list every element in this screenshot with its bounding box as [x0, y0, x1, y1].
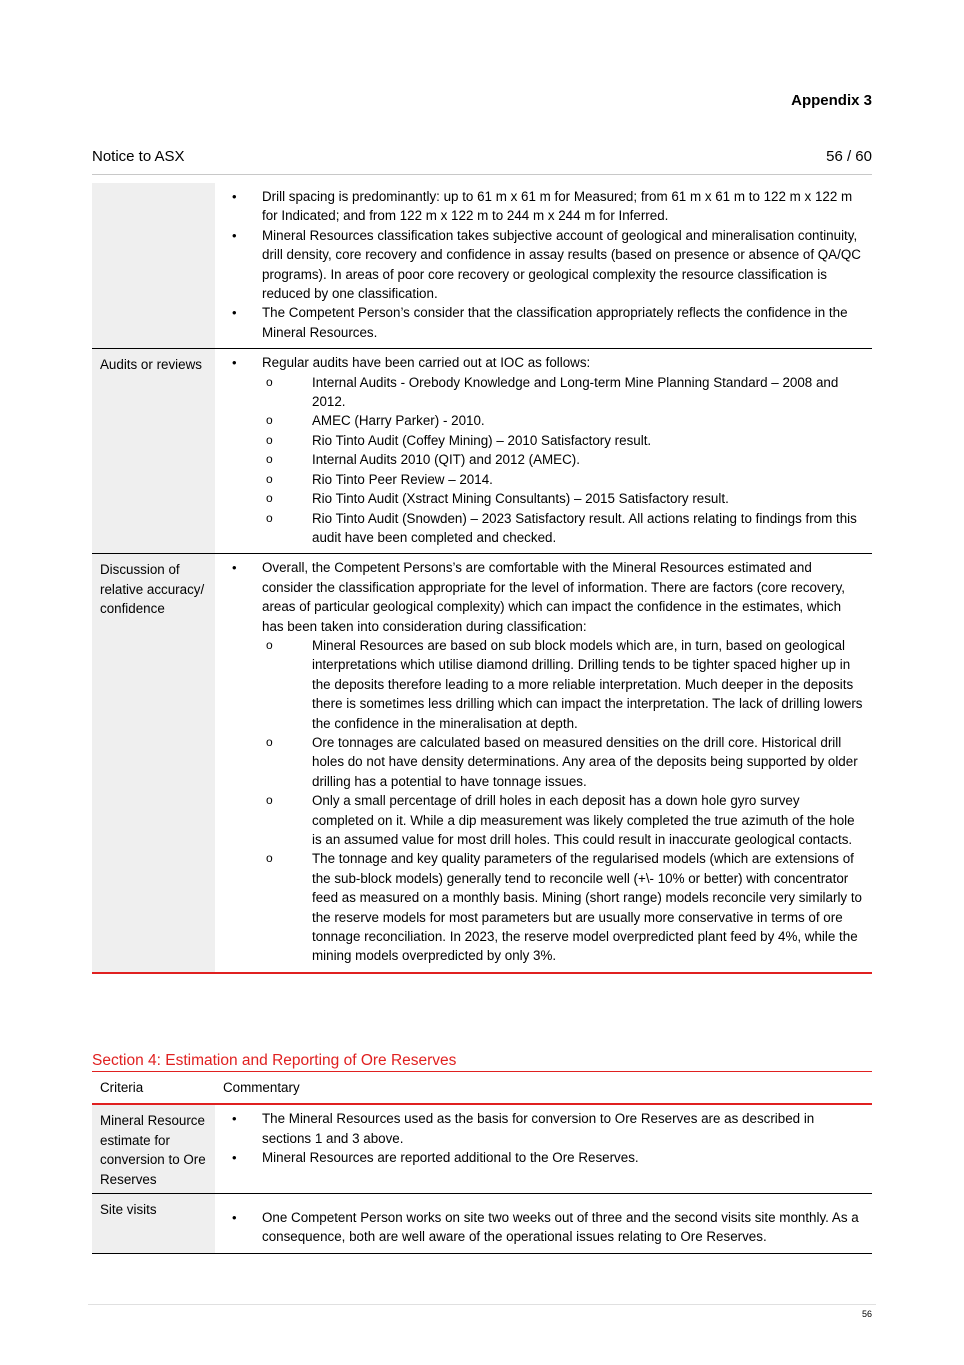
commentary-cell [215, 183, 872, 349]
sub-list-item: o Mineral Resources are based on sub block models which are, in turn, based on geological interpretations which utilise diamond drilling. Drilling tends to be tighter spaced higher up in the deposits therefore leading to a more reliable interpretation. Much deeper in the deposits there is sometimes less drilling which can impact the interpretation. The lack of drilling lowers the confidence in the mineralisation at depth. [262, 636, 864, 733]
page-indicator: 56 / 60 [826, 148, 872, 165]
footer-divider [88, 1304, 876, 1305]
list-item: • One Competent Person works on site two weeks out of three and the second visits site monthly. As a consequence, both are well aware of the operational issues relating to Ore Reserves. [215, 1208, 872, 1247]
commentary-cell [215, 554, 872, 973]
criteria-cell [92, 183, 215, 349]
sub-list-item: o Rio Tinto Audit (Snowden) – 2023 Satisfactory result. All actions relating to findings from this audit have been completed and checked. [262, 509, 864, 548]
list-item: • Mineral Resources are reported additional to the Ore Reserves. [215, 1148, 872, 1167]
table-row [92, 183, 872, 349]
table-row [92, 349, 872, 554]
appendix-label: Appendix 3 [791, 92, 872, 109]
sub-list-item: o Rio Tinto Audit (Xstract Mining Consultants) – 2015 Satisfactory result. [262, 489, 864, 508]
sub-list-item: o Ore tonnages are calculated based on measured densities on the drill core. Historical drill holes do not have density determinations. Any area of the deposits being supported by older drilling has a potential to have tonnage issues. [262, 733, 864, 791]
bullet-text: Overall, the Competent Persons’s are comfortable with the Mineral Resources estimated and consider the classification appropriate for the level of information. There are factors (core recovery, areas of particular geological complexity) which can impact the confidence in the estimates, which has been taken into consideration during classification: [262, 560, 846, 634]
sub-list-item: o AMEC (Harry Parker) - 2010. [262, 411, 864, 430]
section4-table [92, 1071, 872, 1254]
sub-list-item: o Rio Tinto Peer Review – 2014. [262, 470, 864, 489]
column-header-criteria: Criteria [92, 1072, 215, 1105]
list-item: • Mineral Resources classification takes subjective account of geological and mineralisation continuity, drill density, core recovery and confidence in assay results (based on presence or absence of QA/QC programs). In areas of poor core recovery or geological complexity the resource classification is reduced by one classification. [215, 226, 872, 304]
list-item: • The Competent Person’s consider that the classification appropriately reflects the confidence in the Mineral Resources. [215, 303, 872, 342]
criteria-cell: Mineral Resource estimate for conversion to Ore Reserves [92, 1104, 215, 1193]
list-item: • The Mineral Resources used as the basis for conversion to Ore Reserves are as described in sections 1 and 3 above. [215, 1109, 872, 1148]
criteria-cell: Audits or reviews [92, 349, 215, 554]
commentary-cell [215, 1104, 872, 1193]
sub-list-item: o Rio Tinto Audit (Coffey Mining) – 2010 Satisfactory result. [262, 431, 864, 450]
list-item: • Drill spacing is predominantly: up to 61 m x 61 m for Measured; from 61 m x 61 m to 122 m x 122 m for Indicated; and from 122 m x 122 m to 244 m x 244 m for Inferred. [215, 187, 872, 226]
section-title: Section 4: Estimation and Reporting of Ore Reserves [92, 1052, 457, 1069]
footer-page-number: 56 [861, 1309, 872, 1319]
sub-list-item: o Internal Audits 2010 (QIT) and 2012 (AMEC). [262, 450, 864, 469]
column-header-commentary: Commentary [215, 1072, 872, 1105]
commentary-cell [215, 349, 872, 554]
table-row [92, 1194, 872, 1254]
table-row [92, 554, 872, 973]
sub-list-item: o Internal Audits - Orebody Knowledge and Long-term Mine Planning Standard – 2008 and 2012. [262, 373, 864, 412]
page-header [92, 148, 872, 165]
list-item [215, 353, 872, 547]
criteria-cell: Discussion of relative accuracy/ confidence [92, 554, 215, 973]
sub-list-item: o Only a small percentage of drill holes in each deposit has a down hole gyro survey completed on it. While a dip measurement was likely completed the true azimuth of the hole is an assumed value for most drill holes. This could result in inaccurate geological contacts. [262, 791, 864, 849]
sub-list-item: o The tonnage and key quality parameters of the regularised models (which are extensions of the sub-block models) generally tend to reconcile well (+\- 10% or better) with concentrator feed as measured on a monthly basis. Mining (short range) models reconcile very similarly to the reserve models for most parameters but are usually more conservative in terms of ore tonnage reconciliation. In 2023, the reserve model overpredicted plant feed by 4%, while the mining models overpredicted by only 3%. [262, 849, 864, 965]
section3-table [92, 183, 872, 974]
bullet-text: Regular audits have been carried out at IOC as follows: [262, 355, 591, 371]
document-title: Notice to ASX [92, 148, 185, 165]
list-item [215, 558, 872, 966]
criteria-cell: Site visits [92, 1194, 215, 1254]
header-divider [92, 174, 872, 175]
table-header-row [92, 1072, 872, 1105]
table-row [92, 1104, 872, 1193]
commentary-cell [215, 1194, 872, 1254]
